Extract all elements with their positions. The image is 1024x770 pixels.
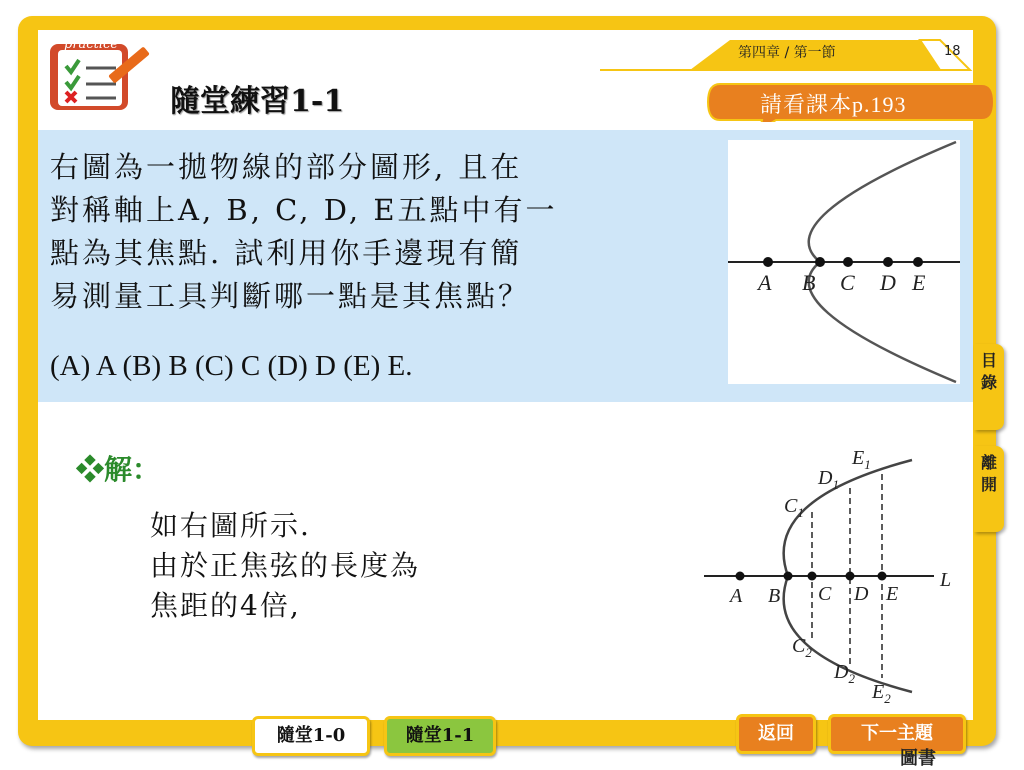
point-e [913, 257, 923, 267]
label-d2: $D_2$ [834, 661, 855, 686]
point-d [883, 257, 893, 267]
back-button[interactable]: 返回 [736, 714, 816, 754]
toc-tab[interactable] [974, 344, 1004, 430]
label-b: B [768, 585, 781, 607]
point-b [815, 257, 825, 267]
label-e: E [912, 270, 926, 295]
label-e: E [886, 583, 899, 605]
toc-tab-label: 目錄 [980, 351, 997, 392]
label-c1: $C_1$ [784, 495, 804, 520]
label-c2: $C_2$ [792, 635, 812, 660]
question-line: 點為其焦點. 試利用你手邊現有簡 [50, 236, 523, 270]
exit-tab[interactable] [974, 446, 1004, 532]
current-practice-button[interactable]: 隨堂1-1 [384, 716, 496, 756]
answer-options: (A) A (B) B (C) C (D) D (E) E. [50, 350, 413, 382]
solution-line: 焦距的4倍, [150, 589, 301, 622]
textbook-ref-text[interactable]: 請看課本p.193 [760, 92, 907, 117]
point-c [843, 257, 853, 267]
page-title: 隨堂練習1-1 [170, 84, 345, 119]
label-a: A [730, 585, 743, 607]
point-b [784, 572, 793, 581]
publisher-brand: 圖書 [900, 748, 936, 769]
label-e2: $E_2$ [872, 681, 891, 706]
point-a [763, 257, 773, 267]
solution-text [150, 506, 420, 626]
exit-tab-label: 離開 [980, 453, 997, 494]
question-line: 對稱軸上A, B, C, D, E五點中有一 [50, 193, 558, 227]
chapter-label: 第四章 / 第一節 [738, 45, 836, 61]
label-d: D [880, 270, 896, 295]
label-a: A [758, 270, 772, 295]
label-d: D [854, 583, 869, 605]
bullet-icon: ❖ [76, 453, 105, 486]
label-b: B [802, 270, 816, 295]
question-line: 右圖為一拋物線的部分圖形, 且在 [50, 150, 523, 184]
solution-line: 如右圖所示. [150, 509, 311, 542]
page-number: 18 [944, 44, 961, 59]
latus-rectum-figure [700, 440, 970, 710]
solution-line: 由於正焦弦的長度為 [150, 549, 421, 582]
solution-heading: ❖解： [76, 453, 161, 486]
point-a [736, 572, 745, 581]
label-d1: $D_1$ [818, 467, 839, 492]
point-d [846, 572, 855, 581]
logo-text: practice [64, 37, 118, 52]
parabola-figure [728, 140, 960, 384]
label-c: C [840, 270, 855, 295]
point-e [878, 572, 887, 581]
label-c: C [818, 583, 832, 605]
next-topic-button[interactable]: 下一主題 [828, 714, 966, 754]
prev-practice-button[interactable]: 隨堂1-0 [252, 716, 370, 756]
label-l: L [940, 569, 952, 591]
point-c [808, 572, 817, 581]
question-line: 易測量工具判斷哪一點是其焦點？ [50, 279, 531, 313]
question-text [50, 146, 650, 318]
practice-logo-icon [44, 34, 160, 118]
label-e1: $E_1$ [852, 447, 871, 472]
